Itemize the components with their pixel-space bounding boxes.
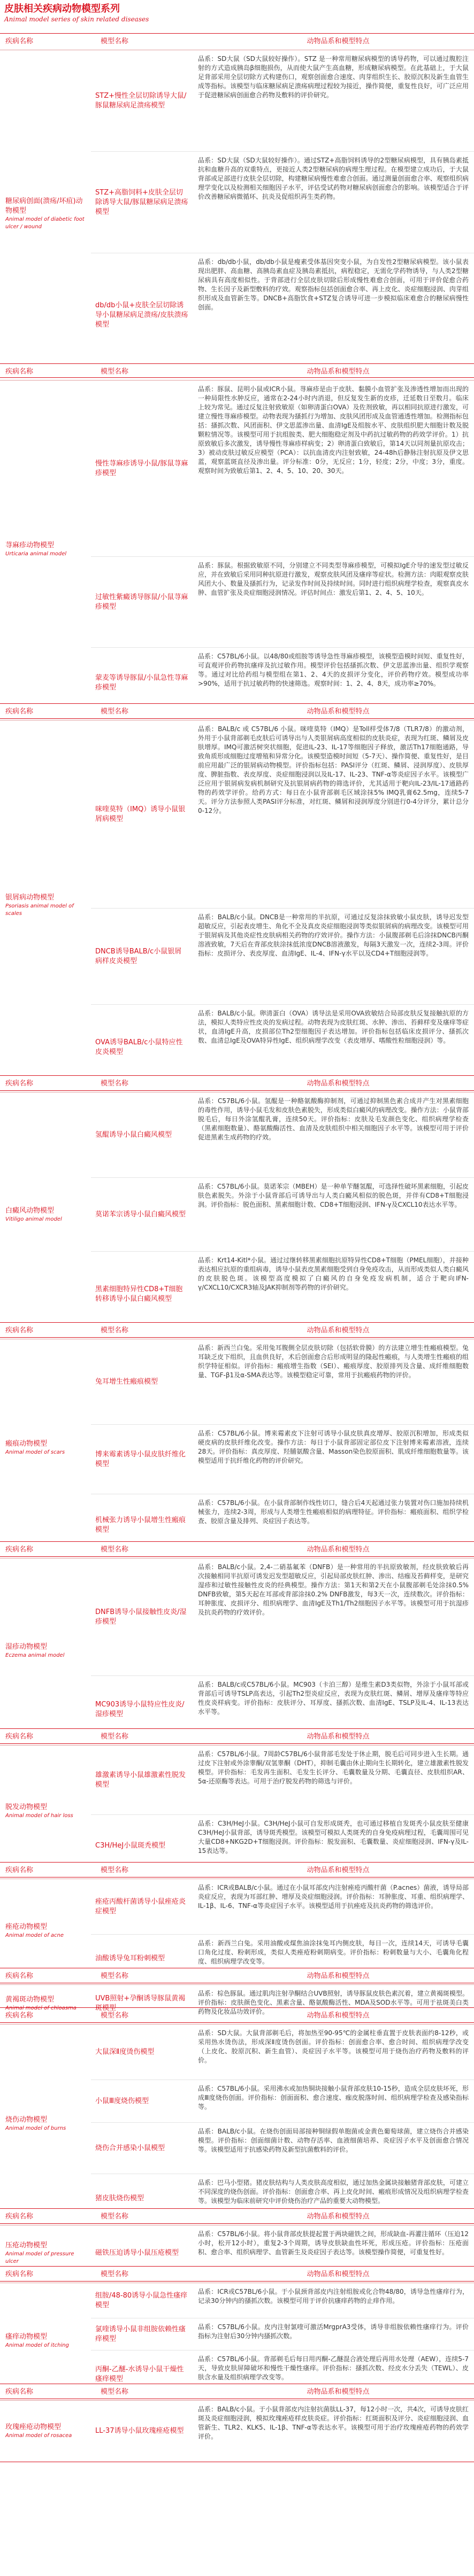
- category-name: 玫瑰痤疮动物模型: [5, 2423, 62, 2431]
- model-name: UVB照射+孕酮诱导豚鼠黄褐斑模型: [95, 1995, 186, 2012]
- column-header-model: 模型名称: [101, 1326, 129, 1334]
- model-features: 品系：豚鼠、昆明小鼠或ICR小鼠。荨麻疹是由于皮肤、黏膜小血管扩张及渗透性增加而出现的一种局限性水肿反应，通常在2-24小时内消退，但反复发生新的皮疹，迁延数日至数月。临床上较为常见。通过反复注射致敏原（如卵清蛋白OVA）及佐剂致敏，再以相同抗原进行激发，可建立慢性荨麻疹模型。动物表现为搔抓行为增加、皮肤风团形成及血管通透性增加。检测指标包括：搔抓次数、风团面积、伊文思蓝渗出量、血清IgE及组胺水平、皮肤组织肥大细胞计数及脱颗粒情况等。该模型可用于抗组胺类、肥大细胞稳定剂及中药抗过敏药物的药效学评价。1）抗原致敏后多次激发，诱导慢性荨麻疹样病变；2）卵清蛋白致敏后，第14天以同剂量抗原攻击；3）被动皮肤过敏反应模型（PCA）：以抗血清皮内注射致敏，24-48h后静脉注射抗原及伊文思蓝，观察蓝斑直径及渗出量。评分标准：0分，无反应；1分，轻度；2分，中度；3分，重度。观察时间为致敏后第1、2、4、5、10、20、30天。: [198, 385, 469, 475]
- table-alopecia: [0, 1728, 474, 1877]
- table-header: [0, 704, 474, 720]
- column-header-model: 模型名称: [101, 2270, 129, 2278]
- model-name: MC903诱导小鼠特应性皮炎/湿疹模型: [95, 1701, 185, 1718]
- model-name: DNFB诱导小鼠接触性皮炎/湿疹模型: [95, 1608, 187, 1626]
- category-name: 烧伤动物模型: [5, 2116, 48, 2124]
- column-header-model: 模型名称: [101, 2012, 129, 2020]
- model-name: db/db小鼠+皮肤全层切除诱导小鼠糖尿病足溃疡/皮肤溃疡模型: [95, 301, 188, 329]
- table-row: [91, 1092, 474, 1178]
- model-rows: [91, 1745, 474, 1877]
- category-cell: [0, 50, 91, 377]
- category-name: 压疮动物模型: [5, 2241, 48, 2249]
- column-header-category: 疾病名称: [5, 1080, 34, 1088]
- category-name: 荨麻疹动物模型: [5, 541, 55, 549]
- model-features: 品系：C57BL/6小鼠。采用沸水或加热铜块接触小鼠背部皮肤10-15秒，造成全层皮肤坏死，形成Ⅲ度烧伤创面。评价指标：创面面积、愈合速度、痂皮脱落时间、组织病理学检查及感染指标等。: [198, 2085, 469, 2111]
- group-body: [0, 1745, 474, 1877]
- model-name: 氯喹诱导小鼠非组胺依赖性瘙痒模型: [95, 2325, 186, 2343]
- model-features: 品系：C57BL/6小鼠。在小鼠背部制作线性切口，缝合后4天起通过张力装置对伤口施加持续机械张力，连续2-3周，形成与人类增生性瘢痕相似的病理特征。评价指标：瘢痕面积、组织学检查、胶原含量及排列、炎症因子表达等。: [198, 1499, 469, 1525]
- column-header-category: 疾病名称: [5, 708, 34, 716]
- model-name: 大鼠深Ⅱ度烫伤模型: [95, 2047, 155, 2056]
- category-name: 白癜风动物模型: [5, 1207, 55, 1215]
- model-features: 品系：ICR或BALB/c小鼠。通过在小鼠耳部皮内注射痤疮丙酸杆菌（P.acnes）菌液，诱导局部炎症反应，表现为耳部红肿、增厚及炎症细胞浸润。评价指标：耳肿胀度、耳重、组织病理学、IL-1β、IL-6、TNF-α等炎症因子水平。该模型适用于抗痤疮及抗炎药物的筛选评价。: [198, 1884, 469, 1910]
- table-urticaria: [0, 363, 474, 719]
- category-name: 黄褐斑动物模型: [5, 1996, 55, 2004]
- model-features: 品系：C57BL/6小鼠。7周龄C57BL/6小鼠背部毛发处于休止期，脱毛后可同步进入生长期。通过皮下注射或外涂睾酮/双氢睾酮（DHT），抑制毛囊由休止期向生长期转化，建立雄激素性脱发模型。评价指标：毛发再生面积、毛发生长评分、毛囊数量及分期、毛囊直径、皮肤组织AR、5α-还原酶等表达。可用于治疗脱发药物的筛选与评价。: [198, 1750, 469, 1785]
- column-header-category: 疾病名称: [5, 1972, 34, 1980]
- model-features: 品系：C57BL/6小鼠。氢醌是一种酪氨酸酶抑制剂，可通过抑制黑色素合成并产生对黑素细胞的毒性作用，诱导小鼠毛发和皮肤色素脱失，形成类似白癜风的病理改变。操作方法：小鼠背部脱毛后，每日外涂氢醌乳膏，连续50天。评价指标：皮肤及毛发颜色变化、组织病理学检查（黑素细胞数量）、酪氨酸酶活性、血清及皮肤组织中相关细胞因子水平等。该模型可用于评价促进黑素生成药物的疗效。: [198, 1097, 469, 1141]
- model-name: 蒙麦等诱导豚鼠/小鼠急性荨麻疹模型: [95, 674, 188, 692]
- model-rows: [91, 1879, 474, 1983]
- table-row: [91, 2318, 474, 2350]
- table-row: [91, 1339, 474, 1425]
- table-header: [0, 2008, 474, 2024]
- column-header-features: 动物品系和模型特点: [307, 2388, 370, 2396]
- group-body: [0, 2401, 474, 2462]
- category-cell: [0, 381, 91, 718]
- table-row: [91, 2024, 474, 2080]
- category-cell: [0, 2024, 91, 2223]
- category-name-en: Vitiligo animal model: [5, 1216, 62, 1222]
- model-features: 品系：C57BL/6小鼠。以48/80或组胺等诱导急性荨麻疹模型，该模型造模时间短、重复性好，可直观评价药物抗瘙痒及抗过敏作用。模型评价包括搔抓次数、伊文思蓝渗出量、组织学观察等。通过对比给药组与模型组在第1、2、4天的皮损评分变化，评价药物疗效。模型成功率>90%，适用于抗过敏药物的快速筛选。观察时间：1、2、4、8天，成功率≥70%。: [198, 653, 469, 687]
- table-header: [0, 34, 474, 50]
- model-features: 品系：新西兰白兔。采用油酸或煤焦油涂抹兔耳内侧皮肤，每日一次，连续14天，可诱导毛囊口角化过度、粉刺形成，类似人类痤疮粉刺期病变。评价指标：粉刺数量与大小、毛囊角化程度、组织病理学改变等。: [198, 1939, 469, 1965]
- column-header-category: 疾病名称: [5, 368, 34, 376]
- column-header-features: 动物品系和模型特点: [307, 708, 370, 716]
- model-name: 莫诺苯宗诱导小鼠白癜风模型: [95, 1210, 186, 1219]
- category-cell: [0, 1558, 91, 1743]
- column-header-model: 模型名称: [101, 1866, 129, 1874]
- category-name-en: Animal model of rosacea: [5, 2433, 72, 2439]
- model-name: 慢性荨麻疹诱导小鼠/豚鼠荨麻疹模型: [95, 459, 188, 477]
- group-body: [0, 720, 474, 1090]
- table-header: [0, 2209, 474, 2225]
- table-row: [91, 557, 474, 648]
- model-features: 品系：SD大鼠（SD大鼠较好操作）。STZ 是一种常用糖尿病模型的诱导药物，可以通过腹腔注射的方式造成胰岛β细胞损伤，从而使大鼠产生高血糖，形成糖尿病模型。在此基础上，于大鼠足背部采用全层切除方式构建伤口，观察创面愈合速度、肉芽组织生长、胶原沉积及新生血管生成等指标。该模型与临床糖尿病足溃疡病理过程较为接近，操作简便，重复性良好，可广泛应用于促进糖尿病创面愈合药物及敷料的评价研究。: [198, 55, 469, 99]
- table-header: [0, 1729, 474, 1745]
- model-features: 品系：db/db小鼠，db/db小鼠是瘦素受体基因突变小鼠，为自发性2型糖尿病模型。该小鼠表现出肥胖、高血糖、高胰岛素血症及胰岛素抵抗，病程稳定，无需化学药物诱导，与人类2型糖尿病具有高度相似性。于背部进行全层皮肤切除后形成慢性难愈合创面，可用于评价促愈合药物、生长因子及新型敷料的疗效。观察指标包括创面愈合率、再上皮化、炎症细胞浸润、肉芽组织形成及血管新生等。DNCB+高脂饮食+STZ复合诱导可进一步模拟临床难愈合的糖尿病慢性创面。: [198, 258, 469, 311]
- model-rows: [91, 1339, 474, 1556]
- group-body: [0, 50, 474, 377]
- column-header-features: 动物品系和模型特点: [307, 1546, 370, 1554]
- model-features: 品系：C57BL/6小鼠。博来霉素皮下注射可诱导小鼠皮肤真皮增厚、胶原沉积增加，形成类似硬皮病的皮肤纤维化改变。操作方法：每日于小鼠背部固定部位皮下注射博来霉素溶液，连续28天。评价指标：真皮厚度、羟脯氨酸含量、Masson染色胶原面积、肌成纤维细胞数量等。该模型适用于抗纤维化药物的评价研究。: [198, 1430, 469, 1464]
- category-name-en: Animal model of acne: [5, 1933, 64, 1938]
- model-features: 品系：巴马小型猪。猪皮肤结构与人类皮肤高度相似，通过加热金属块接触猪背部皮肤，可建立不同深度的烧伤创面。评价指标：创面愈合率、再上皮化时间、瘢痕形成情况及组织病理学检查等。该模型为临床前研究中评价烧伤治疗产品的重要大动物模型。: [198, 2179, 469, 2205]
- model-features: 品系：棕色豚鼠。通过肌肉注射孕酮结合UVB照射，诱导豚鼠皮肤色素沉着，建立黄褐斑模型。评价指标：皮肤颜色变化、黑素含量、酪氨酸酶活性、MDA及SOD水平等。可用于祛斑美白类药物及化妆品功效评价。: [198, 1990, 469, 2015]
- table-burn: [0, 2007, 474, 2224]
- category-cell: [0, 1092, 91, 1337]
- model-name: OVA诱导BALB/c小鼠特应性皮炎模型: [95, 1038, 183, 1056]
- category-cell: [0, 1339, 91, 1556]
- table-psoriasis: [0, 703, 474, 1091]
- model-features: 品系：BALB/c小鼠。2,4-二硝基氟苯（DNFB）是一种常用的半抗原致敏剂，经皮肤致敏后再次接触相同半抗原可诱发迟发型超敏反应，引起局部皮肤红肿、渗出、结痂及苔藓样变，是研究湿疹和过敏性接触性皮炎的经典模型。操作方法：第1天和第2天在小鼠腹部剃毛处涂抹0.5% DNFB致敏，第5天起在耳部或背部涂抹0.2% DNFB激发，每3天一次，连续数次。评价指标：耳肿胀度、皮损评分、组织病理学、血清IgE及Th1/Th2细胞因子水平等。该模型可用于抗湿疹及抗炎药物的疗效评价。: [198, 1563, 469, 1616]
- model-rows: [91, 2283, 474, 2399]
- category-name: 瘙痒动物模型: [5, 2333, 48, 2341]
- group-body: [0, 2283, 474, 2399]
- column-header-category: 疾病名称: [5, 2012, 34, 2020]
- model-features: 品系：BALB/c小鼠。卵清蛋白（OVA）诱导法是采用OVA致敏结合局部皮肤反复接触抗原的方法，模拟人类特应性皮炎的发病过程。动物表现为皮肤红斑、水肿、渗出、苔藓样变及瘙痒等症状，血清IgE升高，皮损部位Th2型细胞因子表达增加。评价指标包括临床皮损评分、搔抓次数、血清总IgE及OVA特异性IgE、组织病理学改变（表皮增厚、嗜酸性粒细胞浸润）等。: [198, 1010, 469, 1044]
- model-name: 丙酮-乙醚-水诱导小鼠干燥性瘙痒模型: [95, 2365, 184, 2383]
- model-features: 品系：C57BL/6小鼠。莫诺苯宗（MBEH）是一种单苄醚氢醌，可选择性破坏黑素细胞，引起皮肤色素脱失。外涂于小鼠背部后可诱导出与人类白癜风相似的脱色斑，并伴有CD8+T细胞浸润。评价指标：脱色面积、黑素细胞计数、CD8+T细胞浸润、IFN-γ及CXCL10表达水平等。: [198, 1183, 469, 1208]
- column-header-category: 疾病名称: [5, 37, 34, 45]
- model-name: 猪皮肤烧伤模型: [95, 2194, 144, 2202]
- model-name: STZ+慢性全层切除诱导大鼠/豚鼠糖尿病足溃疡模型: [95, 91, 187, 110]
- table-acne: [0, 1862, 474, 1983]
- model-name: 机械张力诱导小鼠增生性瘢痕模型: [95, 1516, 186, 1534]
- model-name: 咪喹莫特（IMQ）诱导小鼠银屑病模型: [95, 805, 186, 823]
- model-name: 小鼠Ⅲ度烧伤模型: [95, 2097, 149, 2105]
- column-header-features: 动物品系和模型特点: [307, 1733, 370, 1741]
- category-name-en: Animal model of chloasma: [5, 2005, 77, 2011]
- model-features: 品系：新西兰白兔。采用兔耳腹侧全层皮肤切除（包括软骨膜）的方法建立增生性瘢痕模型。兔耳缺乏皮下组织，且血供良好，术后创面愈合后形成明显的隆起性瘢痕，与人类增生性瘢痕的组织学特征相似。评价指标：瘢痕增生指数（SEI）、瘢痕厚度、胶原排列及含量、成纤维细胞数量、TGF-β1及α-SMA表达等。该模型稳定可靠，常用于抗瘢痕药物的评价。: [198, 1344, 469, 1379]
- category-name-en: Animal model of hair loss: [5, 1813, 73, 1819]
- group-body: [0, 1879, 474, 1983]
- category-cell: [0, 1745, 91, 1877]
- table-header: [0, 1542, 474, 1558]
- column-header-category: 疾病名称: [5, 1866, 34, 1874]
- model-rows: [91, 1558, 474, 1743]
- column-header-features: 动物品系和模型特点: [307, 1326, 370, 1334]
- table-header: [0, 2384, 474, 2401]
- model-rows: [91, 50, 474, 377]
- column-header-model: 模型名称: [101, 37, 129, 45]
- column-header-features: 动物品系和模型特点: [307, 368, 370, 376]
- table-row: [91, 2401, 474, 2462]
- column-header-model: 模型名称: [101, 2388, 129, 2396]
- model-rows: [91, 2024, 474, 2223]
- table-row: [91, 720, 474, 909]
- column-header-category: 疾病名称: [5, 2388, 34, 2396]
- model-name: 博来霉素诱导小鼠皮肤纤维化模型: [95, 1450, 186, 1468]
- group-body: [0, 1092, 474, 1337]
- model-name: 油酸诱导兔耳粉刺模型: [95, 1954, 165, 1962]
- category-name: 湿疹动物模型: [5, 1643, 48, 1651]
- category-name-en: Animal model of burns: [5, 2125, 66, 2131]
- category-name-en: Animal model of scars: [5, 1449, 65, 1455]
- model-features: 品系：BALB/c小鼠。在烧伤创面局部接种铜绿假单胞菌或金黄色葡萄球菌，建立烧伤合并感染模型。评价指标：创面细菌计数、动物存活率、血液细菌培养、炎症因子水平及创面愈合情况等。该模型适用于抗感染药物及新型抗菌敷料的评价。: [198, 2128, 469, 2153]
- table-header: [0, 364, 474, 381]
- group-body: [0, 1558, 474, 1743]
- table-row: [91, 2283, 474, 2318]
- category-cell: [0, 1879, 91, 1983]
- table-eczema: [0, 1541, 474, 1744]
- category-name-en: Eczema animal model: [5, 1652, 65, 1658]
- table-row: [91, 1879, 474, 1935]
- table-row: [91, 50, 474, 152]
- category-name-en: Animal model of pressure ulcer: [5, 2251, 74, 2264]
- column-header-category: 疾病名称: [5, 1326, 34, 1334]
- table-pruritus: [0, 2266, 474, 2399]
- model-name: 过敏性紫癜诱导豚鼠/小鼠荨麻疹模型: [95, 593, 188, 611]
- table-row: [91, 152, 474, 253]
- column-header-features: 动物品系和模型特点: [307, 2270, 370, 2278]
- table-row: [91, 2080, 474, 2123]
- table-header: [0, 1076, 474, 1092]
- table-header: [0, 1968, 474, 1985]
- model-name: C3H/HeJ小鼠斑秃模型: [95, 1842, 166, 1850]
- model-name: STZ+高脂饲料+皮肤全层切除诱导大鼠/豚鼠糖尿病足溃疡模型: [95, 188, 188, 216]
- model-features: 品系：C3H/HeJ小鼠。C3H/HeJ小鼠可自发形成斑秃，也可通过移植自发斑秃小鼠皮肤至健康C3H/HeJ小鼠背部，诱导斑秃模型。该模型可模拟人类斑秃的自身免疫病理过程，毛囊周围可见大量CD8+NKG2D+T细胞浸润。评价指标：脱发面积、毛囊数量、炎症细胞浸润、IFN-γ及IL-15表达等。: [198, 1820, 469, 1855]
- column-header-category: 疾病名称: [5, 1733, 34, 1741]
- category-name-en: Animal model of itching: [5, 2342, 69, 2348]
- column-header-features: 动物品系和模型特点: [307, 1080, 370, 1088]
- category-cell: [0, 2283, 91, 2399]
- table-vitiligo: [0, 1075, 474, 1338]
- model-name: 氢醌诱导小鼠白癜风模型: [95, 1130, 172, 1139]
- column-header-features: 动物品系和模型特点: [307, 37, 370, 45]
- group-body: [0, 1339, 474, 1556]
- column-header-features: 动物品系和模型特点: [307, 2012, 370, 2020]
- table-row: [91, 909, 474, 1005]
- table-header: [0, 2267, 474, 2283]
- category-name: 瘢痕动物模型: [5, 1440, 48, 1448]
- column-header-model: 模型名称: [101, 1733, 129, 1741]
- model-name: 烧伤合并感染小鼠模型: [95, 2144, 165, 2152]
- model-name: 黑素细胞特异性CD8+T细胞转移诱导小鼠白癜风模型: [95, 1285, 183, 1303]
- model-name: 兔耳增生性瘢痕模型: [95, 1377, 158, 1386]
- model-features: 品系：SD大鼠（SD大鼠较好操作）。通过STZ+高脂饲料诱导的2型糖尿病模型，具有胰岛素抵抗和血糖升高的双重特点，更接近人类2型糖尿病的病理生理过程。在模型建立成功后，于大鼠背部或足部进行皮肤全层切除，构建糖尿病慢性难愈合创面。通过测量创面愈合率、观察组织病理学变化以及检测相关细胞因子水平，评估受试药物对糖尿病创面愈合的影响。该模型适合于评价改善糖尿病微循环、抗炎及促组织再生类药物。: [198, 157, 469, 200]
- category-name: 糖尿病创面(溃疡/坏疽)动物模型: [5, 197, 83, 215]
- column-header-model: 模型名称: [101, 368, 129, 376]
- table-diabetic-wound: [0, 33, 474, 378]
- model-rows: [91, 720, 474, 1090]
- column-header-model: 模型名称: [101, 1546, 129, 1554]
- model-name: LL-37诱导小鼠玫瑰痤疮模型: [95, 2427, 184, 2435]
- table-rosacea: [0, 2384, 474, 2462]
- group-body: [0, 2024, 474, 2223]
- category-cell: [0, 720, 91, 1090]
- column-header-category: 疾病名称: [5, 1546, 34, 1554]
- table-header: [0, 1863, 474, 1879]
- column-header-category: 疾病名称: [5, 2213, 34, 2221]
- category-cell: [0, 2401, 91, 2462]
- model-name: 磁铁压迫诱导小鼠压疮模型: [95, 2249, 179, 2257]
- table-row: [91, 2123, 474, 2174]
- model-features: 品系：BALB/c或C57BL/6小鼠。MC903（卡泊三醇）是维生素D3类似物，外涂于小鼠耳部或背部后可诱导TSLP高表达，引起Th2型炎症反应，表现为皮肤红斑、鳞屑、增厚及瘙痒等特应性皮炎样病变。评价指标：皮肤评分、耳厚度、搔抓次数、血清IgE、TSLP及IL-4、IL-13表达水平等。: [198, 1681, 469, 1716]
- model-features: 品系：C57BL/6小鼠。皮内注射氯喹可激活MrgprA3受体，诱导非组胺依赖性瘙痒行为。评价指标为注射后30分钟内搔抓次数。: [198, 2323, 469, 2340]
- model-features: 品系：Krt14-Kitl*小鼠。通过过继转移黑素细胞抗原特异性CD8+T细胞（PMEL细胞），并接种表达相应抗原的重组病毒，诱导小鼠表皮黑素细胞受到自身免疫攻击，从而形成类似人类白癜风的皮肤脱色斑。该模型高度模拟了白癜风的自身免疫发病机制，适合于靶向IFN-γ/CXCL10/CXCR3轴及JAK抑制剂等药物的评价研究。: [198, 1256, 469, 1291]
- page-header: [0, 0, 474, 32]
- column-header-features: 动物品系和模型特点: [307, 1972, 370, 1980]
- column-header-features: 动物品系和模型特点: [307, 1866, 370, 1874]
- model-features: 品系：C57BL/6小鼠。将小鼠背部皮肤提起置于两块磁铁之间，形成缺血-再灌注循环（压迫12小时，松开12小时），重复2-3个周期，诱导皮肤缺血性坏死，形成压疮。评价指标：压疮面积、愈合率、组织病理学、血管新生及炎症因子表达等。该模型操作简便，可重复性好。: [198, 2230, 469, 2256]
- column-header-model: 模型名称: [101, 1080, 129, 1088]
- model-rows: [91, 381, 474, 718]
- table-row: [91, 381, 474, 557]
- column-header-model: 模型名称: [101, 2213, 129, 2221]
- category-name-en: Animal model of diabetic foot ulcer / wound: [5, 216, 85, 230]
- page-subtitle: Animal model series of skin related diseases: [4, 15, 149, 23]
- table-row: [91, 253, 474, 377]
- category-name-en: Psoriasis animal model of scales: [5, 903, 74, 917]
- table-scar: [0, 1322, 474, 1557]
- table-row: [91, 1425, 474, 1494]
- column-header-model: 模型名称: [101, 708, 129, 716]
- model-features: 品系：BALB/c 或 C57BL/6 小鼠。咪喹莫特（IMQ）是Toll样受体7/8（TLR7/8）的激动剂，外用于小鼠背部剃毛皮肤后可诱导出与人类银屑病高度相似的皮肤炎症，表现为红斑、鳞屑及皮肤增厚。IMQ可激活树突状细胞，促进IL-23、IL-17等细胞因子释放，激活Th17细胞通路，导致角质形成细胞过度增殖和异常分化。该模型造模时间短（5-7天）、操作简便、重复性好，是目前应用最广泛的银屑病动物模型。评价指标包括：PASI评分（红斑、鳞屑、浸润厚度）、皮肤厚度、脾脏指数、表皮厚度、炎症细胞浸润以及IL-17、IL-23、TNF-α等炎症因子水平。该模型广泛应用于银屑病发病机制研究及抗银屑病药物的筛选评价，尤其适用于靶向IL-23/IL-17通路药物的药效学评价。给药方式：每日在小鼠背部剃毛区域涂抹5% IMQ乳膏62.5mg，连续5-7天。评分方法参照人类PASI评分标准，对红斑、鳞屑和浸润厚度分别进行0-4分评分，累计总分0-12分。: [198, 725, 469, 814]
- category-name: 银屑病动物模型: [5, 894, 55, 902]
- model-name: DNCB诱导BALB/c小鼠银屑病样皮炎模型: [95, 947, 182, 965]
- table-header: [0, 1323, 474, 1339]
- model-name: 雄激素诱导小鼠雄激素性脱发模型: [95, 1771, 186, 1789]
- model-name: 痤疮丙酸杆菌诱导小鼠痤疮炎症模型: [95, 1897, 186, 1915]
- group-body: [0, 381, 474, 718]
- page-title: 皮肤相关疾病动物模型系列: [4, 3, 120, 14]
- column-header-features: 动物品系和模型特点: [307, 2213, 370, 2221]
- model-features: 品系：BALB/c小鼠。DNCB是一种常用的半抗原，可通过反复涂抹致敏小鼠皮肤，诱导迟发型超敏反应，引起表皮增生、角化不全及真皮炎症细胞浸润等类似银屑病的病理改变。该模型可用于银屑病及其他炎症性皮肤病相关药物的疗效评价。操作方法：小鼠腹部剃毛后涂抹DNCB丙酮溶液致敏，7天后在背部皮肤涂抹低浓度DNCB溶液激发，每隔3天激发一次，连续2-3周。评价指标：皮损评分、表皮厚度、血清IgE、IL-4、IFN-γ水平以及CD4+T细胞浸润等。: [198, 913, 469, 957]
- table-row: [91, 1178, 474, 1252]
- model-rows: [91, 2401, 474, 2462]
- category-name-en: Urticaria animal model: [5, 551, 67, 557]
- model-features: 品系：ICR或C57BL/6小鼠。于小鼠颈背部皮内注射组胺或化合物48/80，诱导急性瘙痒行为，记录30分钟内的搔抓次数。该模型可用于评价抗瘙痒药物的止痒作用。: [198, 2288, 469, 2305]
- model-features: 品系：C57BL/6小鼠。背部剃毛后每日用丙酮-乙醚混合液处理后再用水处理（AEW），连续5-7天，导致皮肤屏障破坏和慢性干燥性瘙痒。评价指标：搔抓次数、经皮水分丢失（TEWL）、皮肤含水量及组织病理学改变等。: [198, 2355, 469, 2381]
- column-header-model: 模型名称: [101, 1972, 129, 1980]
- model-features: 品系：豚鼠。根据致敏原不同，分别建立不同类型荨麻疹模型，可模拟IgE介导的速发型过敏反应，并在致敏后采用同种抗原进行激发，观察皮肤风团及瘙痒等症状。检测方法：肉眼观察皮肤风团大小、数量及搔抓行为，记录发作时间及持续时间。同时进行组织病理学检查，观察真皮水肿、血管扩张及炎症细胞浸润情况。评估时间点：激发后第1、2、4、5、10天。: [198, 562, 469, 596]
- column-header-category: 疾病名称: [5, 2270, 34, 2278]
- model-name: 组胺/48-80诱导小鼠急性瘙痒模型: [95, 2291, 188, 2309]
- model-features: 品系：BALB/c小鼠。于小鼠背部皮内注射抗菌肽LL-37，每12小时一次，共4次，可诱导皮肤红斑及炎症细胞浸润，模拟玫瑰痤疮样皮肤炎症。评价指标：红斑面积及评分、炎症细胞浸润、血管新生、TLR2、KLK5、IL-1β、TNF-α等表达水平。该模型可用于治疗玫瑰痤疮药物的药效学评价。: [198, 2406, 469, 2440]
- category-name: 脱发动物模型: [5, 1803, 48, 1811]
- table-row: [91, 1745, 474, 1815]
- model-features: 品系：SD大鼠。大鼠背部剃毛后，将加热至90-95℃的金属柱垂直置于皮肤表面约8-12秒，或采用热水烫伤法，形成深Ⅱ度烫伤创面。评价指标：创面愈合率、愈合时间、组织病理学改变（上皮化、胶原沉积、新生血管）、炎症因子水平等。该模型可用于烧伤治疗药物及敷料的评价。: [198, 2029, 469, 2064]
- table-row: [91, 1558, 474, 1676]
- category-name: 痤疮动物模型: [5, 1923, 48, 1931]
- model-rows: [91, 1092, 474, 1337]
